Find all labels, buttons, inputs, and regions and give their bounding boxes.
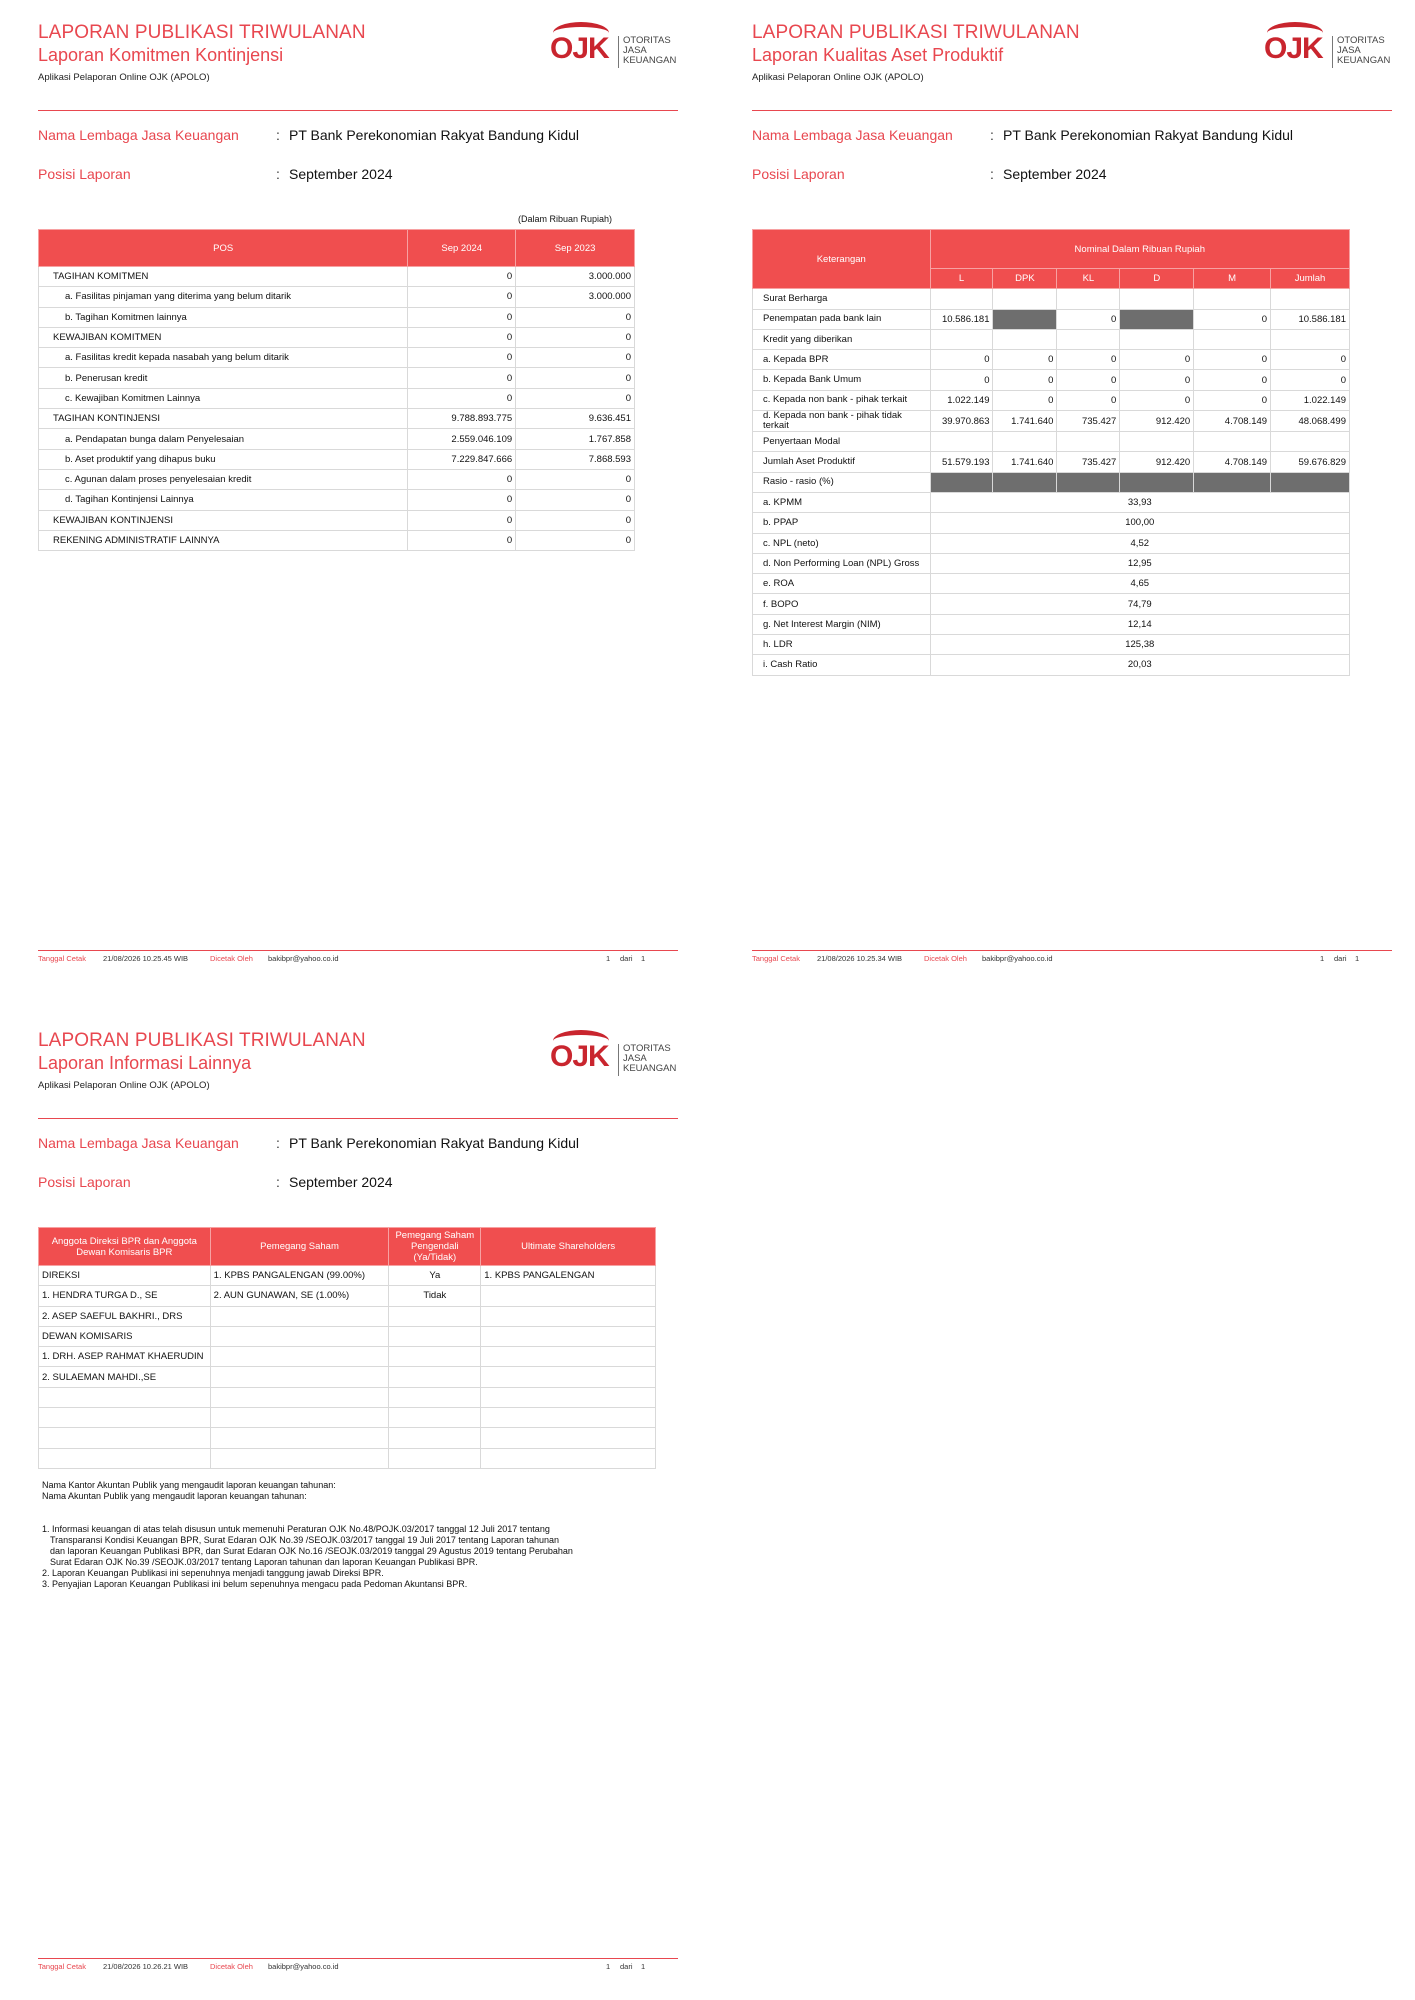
row-label: Jumlah Aset Produktif xyxy=(753,452,931,472)
page-footer: Tanggal Cetak 21/08/2026 10.25.34 WIB Dicetak Oleh bakibpr@yahoo.co.id 1 dari 1 xyxy=(752,950,1392,964)
table-row xyxy=(753,390,1350,410)
shaded-cell xyxy=(993,309,1057,329)
ultimate-cell xyxy=(481,1286,656,1306)
value-cell: 0 xyxy=(1194,350,1271,370)
pemegang-saham-cell xyxy=(210,1387,389,1407)
ojk-logo: OJK OTORITAS JASA KEUANGAN xyxy=(550,1030,678,1080)
pengendali-cell xyxy=(389,1306,481,1326)
row-label: d. Kepada non bank - pihak tidak terkait xyxy=(753,411,931,432)
value-cell: 0 xyxy=(993,390,1057,410)
row-label: Rasio - rasio (%) xyxy=(753,472,931,492)
ratio-value: 4,65 xyxy=(930,574,1349,594)
pengendali-cell xyxy=(389,1428,481,1448)
value-sep2023: 0 xyxy=(516,490,635,510)
value-cell xyxy=(1120,329,1194,349)
row-label: a. Pendapatan bunga dalam Penyelesaian xyxy=(39,429,408,449)
report-title: LAPORAN PUBLIKASI TRIWULANAN xyxy=(752,22,1080,43)
value-sep2024: 0 xyxy=(408,368,516,388)
value-cell: 0 xyxy=(1271,350,1350,370)
table-row xyxy=(39,449,635,469)
anggota-cell: DIREKSI xyxy=(39,1266,211,1286)
ratio-value: 33,93 xyxy=(930,492,1349,512)
value-cell xyxy=(1120,432,1194,452)
value-sep2024: 9.788.893.775 xyxy=(408,409,516,429)
row-label: Penyertaan Modal xyxy=(753,432,931,452)
table-row xyxy=(39,1347,656,1367)
row-label: b. Aset produktif yang dihapus buku xyxy=(39,449,408,469)
value-cell: 4.708.149 xyxy=(1194,452,1271,472)
value-sep2023: 0 xyxy=(516,530,635,550)
value-cell: 0 xyxy=(1057,370,1120,390)
ratio-value: 4,52 xyxy=(930,533,1349,553)
value-sep2023: 0 xyxy=(516,510,635,530)
value-cell: 51.579.193 xyxy=(930,452,993,472)
row-label: b. Penerusan kredit xyxy=(39,368,408,388)
ultimate-cell xyxy=(481,1448,656,1468)
ultimate-cell xyxy=(481,1326,656,1346)
anggota-cell: 2. ASEP SAEFUL BAKHRI., DRS xyxy=(39,1306,211,1326)
value-cell: 0 xyxy=(1120,350,1194,370)
ratio-label: a. KPMM xyxy=(753,492,931,512)
report-page-informasi-lainnya: LAPORAN PUBLIKASI TRIWULANAN Laporan Informasi Lainnya Aplikasi Pelaporan Online OJK (APOLO) OJK OTORITAS JASA KEUANGAN Nama Lembaga Jasa Keuangan : PT Bank Perekonomian Rakyat Bandung Kidul Posisi Laporan : September 2024 Anggota Direksi BPR dan Anggota Dewan Komisaris BPR Pemegang Saham Pemegang Saham Pengendali (Ya/Tidak) Ultimate Shareholders DIREKSI 1. KPBS PANGALENGAN (99.00%) Ya 1. KPBS PANGALENGAN 1. HENDRA TURGA D., SE 2. AUN GUNAWAN, SE (1.00%) Tidak 2. ASEP SAEFUL BAKHRI., DRS DEWAN KOMISARIS 1. DRH. ASEP RAHMAT KHAERUDIN 2. SULAEMAN MAHDI.,SE Nama Kantor Akuntan Publik yang mengaudit laporan keuangan tahunan: Nama Akuntan Publik yang mengaudit laporan keuangan tahunan: 1. Informasi keuangan di atas telah disusun untuk memenuhi Peraturan OJK No.48/POJK.03/2017 tanggal 12 Juli 2017 tentang Transparansi Kondisi Keuangan BPR, Surat Edaran OJK No.39 /SEOJK.03/2017 tanggal 19 Juli 2017 tentang Laporan tahunan dan laporan Keuangan Publikasi BPR, dan Surat Edaran OJK No.16 /SEOJK.03/2019 tanggal 29 Agustus 2019 tentang Perubahan Surat Edaran OJK No.39 /SEOJK.03/2017 tentang Laporan tahunan dan laporan Keuangan Publikasi BPR. 2. Laporan Keuangan Publikasi ini sepenuhnya menjadi tanggung jawab Direksi BPR. 3. Penyajian Laporan Keuangan Publikasi ini belum sepenuhnya mengacu pada Pedoman Akuntansi BPR. Tanggal Cetak 21/08/2026 10.26.21 WIB Dicetak Oleh bakibpr@yahoo.co.id 1 dari 1 xyxy=(38,1030,677,1971)
header-divider xyxy=(38,110,678,111)
value-cell: 0 xyxy=(930,370,993,390)
value-cell: 1.022.149 xyxy=(1271,390,1350,410)
value-sep2023: 7.868.593 xyxy=(516,449,635,469)
value-sep2023: 0 xyxy=(516,388,635,408)
anggota-cell xyxy=(39,1408,211,1428)
shaded-cell xyxy=(993,472,1057,492)
footnotes: 1. Informasi keuangan di atas telah disusun untuk memenuhi Peraturan OJK No.48/POJK.03/2017 tanggal 12 Juli 2017 tentang Transparansi Kondisi Keuangan BPR, Surat Edaran OJK No.39 /SEOJK.03/2017 tanggal 19 Juli 2017 tentang Laporan tahunan dan laporan Keuangan Publikasi BPR, dan Surat Edaran OJK No.16 /SEOJK.03/2019 tanggal 29 Agustus 2019 tentang Perubahan Surat Edaran OJK No.39 /SEOJK.03/2017 tentang Laporan tahunan dan laporan Keuangan Publikasi BPR. 2. Laporan Keuangan Publikasi ini sepenuhnya menjadi tanggung jawab Direksi BPR. 3. Penyajian Laporan Keuangan Publikasi ini belum sepenuhnya mengacu pada Pedoman Akuntansi BPR. xyxy=(42,1524,573,1589)
value-sep2023: 3.000.000 xyxy=(516,287,635,307)
value-sep2024: 0 xyxy=(408,469,516,489)
value-cell: 912.420 xyxy=(1120,452,1194,472)
value-sep2023: 3.000.000 xyxy=(516,267,635,287)
value-cell: 0 xyxy=(1194,309,1271,329)
ratio-row xyxy=(753,574,1350,594)
anggota-cell xyxy=(39,1428,211,1448)
value-cell: 1.741.640 xyxy=(993,452,1057,472)
value-sep2024: 0 xyxy=(408,287,516,307)
value-cell: 1.741.640 xyxy=(993,411,1057,432)
table-row xyxy=(753,432,1350,452)
row-label: TAGIHAN KONTINJENSI xyxy=(39,409,408,429)
report-title: LAPORAN PUBLIKASI TRIWULANAN xyxy=(38,1030,366,1051)
table-row xyxy=(39,1448,656,1468)
ultimate-cell xyxy=(481,1428,656,1448)
table-row xyxy=(753,370,1350,390)
report-subtitle: Laporan Komitmen Kontinjensi xyxy=(38,45,284,65)
page-footer: Tanggal Cetak 21/08/2026 10.25.45 WIB Dicetak Oleh bakibpr@yahoo.co.id 1 dari 1 xyxy=(38,950,678,964)
shaded-cell xyxy=(1120,472,1194,492)
app-name: Aplikasi Pelaporan Online OJK (APOLO) xyxy=(752,72,924,83)
row-label: KEWAJIBAN KONTINJENSI xyxy=(39,510,408,530)
shaded-cell xyxy=(1271,472,1350,492)
anggota-cell xyxy=(39,1448,211,1468)
ratio-row xyxy=(753,594,1350,614)
ultimate-cell xyxy=(481,1367,656,1387)
value-cell xyxy=(930,329,993,349)
row-label: c. Kewajiban Komitmen Lainnya xyxy=(39,388,408,408)
table-row xyxy=(39,327,635,347)
value-sep2023: 1.767.858 xyxy=(516,429,635,449)
value-sep2023: 0 xyxy=(516,348,635,368)
value-cell xyxy=(1057,329,1120,349)
table-row xyxy=(39,1408,656,1428)
report-page-komitmen: LAPORAN PUBLIKASI TRIWULANAN Laporan Komitmen Kontinjensi Aplikasi Pelaporan Online OJK (APOLO) OJK OTORITAS JASA KEUANGAN Nama Lembaga Jasa Keuangan : PT Bank Perekonomian Rakyat Bandung Kidul Posisi Laporan : September 2024 (Dalam Ribuan Rupiah) POS Sep 2024 Sep 2023 TAGIHAN KOMITMEN 0 3.000.000 a. Fasilitas pinjaman yang diterima yang belum ditarik 0 3.000.000 b. Tagihan Komitmen lainnya 0 0 KEWAJIBAN KOMITMEN 0 0 a. Fasilitas kredit kepada nasabah yang belum ditarik 0 0 b. Penerusan kredit 0 0 c. Kewajiban Komitmen Lainnya 0 0 TAGIHAN KONTINJENSI 9.788.893.775 9.636.451 a. Pendapatan bunga dalam Penyelesaian 2.559.046.109 1.767.858 b. Aset produktif yang dihapus buku 7.229.847.666 7.868.593 c. Agunan dalam proses penyelesaian kredit 0 0 d. Tagihan Kontinjensi Lainnya 0 0 KEWAJIBAN KONTINJENSI 0 0 REKENING ADMINISTRATIF LAINNYA 0 0 Tanggal Cetak 21/08/2026 10.25.45 WIB Dicetak Oleh bakibpr@yahoo.co.id 1 dari 1 xyxy=(38,22,677,963)
value-cell: 0 xyxy=(1120,370,1194,390)
pengendali-cell: Ya xyxy=(389,1266,481,1286)
ratio-label: c. NPL (neto) xyxy=(753,533,931,553)
pengendali-cell xyxy=(389,1448,481,1468)
col-header-pemegang-saham: Pemegang Saham xyxy=(210,1228,389,1266)
table-row xyxy=(39,1428,656,1448)
ratio-label: b. PPAP xyxy=(753,513,931,533)
pemegang-saham-cell xyxy=(210,1428,389,1448)
table-row xyxy=(39,530,635,550)
pemegang-saham-cell xyxy=(210,1408,389,1428)
ratio-row xyxy=(753,614,1350,634)
report-page-kualitas-aset: LAPORAN PUBLIKASI TRIWULANAN Laporan Kualitas Aset Produktif Aplikasi Pelaporan Online OJK (APOLO) OJK OTORITAS JASA KEUANGAN Nama Lembaga Jasa Keuangan : PT Bank Perekonomian Rakyat Bandung Kidul Posisi Laporan : September 2024 Keterangan Nominal Dalam Ribuan Rupiah L DPK KL D M Jumlah Surat Berharga Penempatan pada bank lain 10.586.181 0 0 10.586.181 Kredit yang diberikan a. Kepada BPR 0 0 0 0 0 0 b. Kepada Bank Umum 0 0 0 0 0 0 c. Kepada non bank - pihak terkait 1.022.149 0 0 0 0 1.022.149 d. Kepada non bank - pihak tidak terkait 39.970.863 1.741.640 735.427 912.420 4.708.149 48.068.499 Penyertaan Modal Jumlah Aset Produktif 51.579.193 1.741.640 735.427 912.420 4.708.149 59.676.829 Rasio - rasio (%) a. KPMM 33,93 b. PPAP 100,00 c. NPL (neto) 4,52 d. Non Performing Loan (NPL) Gross 12,95 e. ROA 4,65 f. BOPO 74,79 g. Net Interest Margin (NIM) 12,14 h. LDR 125,38 i. Cash Ratio 20,03 Tanggal Cetak 21/08/2026 10.25.34 WIB Dicetak Oleh bakibpr@yahoo.co.id 1 dari 1 xyxy=(752,22,1391,963)
ultimate-cell xyxy=(481,1347,656,1367)
value-cell xyxy=(1057,432,1120,452)
value-sep2024: 0 xyxy=(408,388,516,408)
ultimate-cell xyxy=(481,1387,656,1407)
row-label: b. Kepada Bank Umum xyxy=(753,370,931,390)
table-row xyxy=(753,472,1350,492)
table-row xyxy=(39,409,635,429)
pengendali-cell xyxy=(389,1408,481,1428)
pengendali-cell xyxy=(389,1347,481,1367)
value-cell xyxy=(1120,289,1194,309)
shaded-cell xyxy=(930,472,993,492)
pemegang-saham-table xyxy=(38,1227,656,1469)
report-title: LAPORAN PUBLIKASI TRIWULANAN xyxy=(38,22,366,43)
row-label: Kredit yang diberikan xyxy=(753,329,931,349)
table-row xyxy=(39,490,635,510)
col-header-pos: POS xyxy=(39,230,408,267)
row-label: a. Fasilitas pinjaman yang diterima yang belum ditarik xyxy=(39,287,408,307)
table-row xyxy=(753,452,1350,472)
table-row xyxy=(753,309,1350,329)
value-sep2023: 0 xyxy=(516,368,635,388)
value-cell xyxy=(930,432,993,452)
ratio-row xyxy=(753,513,1350,533)
ratio-label: i. Cash Ratio xyxy=(753,655,931,675)
ratio-row xyxy=(753,655,1350,675)
value-cell: 0 xyxy=(1271,370,1350,390)
app-name: Aplikasi Pelaporan Online OJK (APOLO) xyxy=(38,1080,210,1091)
value-cell: 735.427 xyxy=(1057,452,1120,472)
app-name: Aplikasi Pelaporan Online OJK (APOLO) xyxy=(38,72,210,83)
anggota-cell: 2. SULAEMAN MAHDI.,SE xyxy=(39,1367,211,1387)
table-row xyxy=(753,289,1350,309)
ojk-logo: OJK OTORITAS JASA KEUANGAN xyxy=(1264,22,1392,72)
table-row xyxy=(39,368,635,388)
row-label: a. Fasilitas kredit kepada nasabah yang belum ditarik xyxy=(39,348,408,368)
value-cell: 0 xyxy=(1057,390,1120,410)
pengendali-cell xyxy=(389,1367,481,1387)
value-cell xyxy=(1194,432,1271,452)
value-cell xyxy=(993,432,1057,452)
unit-note: (Dalam Ribuan Rupiah) xyxy=(518,214,613,224)
row-label: Penempatan pada bank lain xyxy=(753,309,931,329)
table-row xyxy=(39,1306,656,1326)
row-label: b. Tagihan Komitmen lainnya xyxy=(39,307,408,327)
pemegang-saham-cell xyxy=(210,1367,389,1387)
table-row xyxy=(39,388,635,408)
col-header-nominal: Nominal Dalam Ribuan Rupiah xyxy=(930,230,1349,269)
value-sep2024: 0 xyxy=(408,348,516,368)
value-cell: 48.068.499 xyxy=(1271,411,1350,432)
value-cell: 10.586.181 xyxy=(930,309,993,329)
row-label: c. Kepada non bank - pihak terkait xyxy=(753,390,931,410)
komitmen-table xyxy=(38,229,635,551)
pengendali-cell xyxy=(389,1326,481,1346)
report-subtitle: Laporan Kualitas Aset Produktif xyxy=(752,45,1004,65)
value-cell xyxy=(1057,289,1120,309)
value-sep2024: 0 xyxy=(408,307,516,327)
col-header-sep2024: Sep 2024 xyxy=(408,230,516,267)
row-label: d. Tagihan Kontinjensi Lainnya xyxy=(39,490,408,510)
value-sep2024: 0 xyxy=(408,327,516,347)
pengendali-cell xyxy=(389,1387,481,1407)
value-cell: 4.708.149 xyxy=(1194,411,1271,432)
ratio-value: 12,95 xyxy=(930,553,1349,573)
shaded-cell xyxy=(1194,472,1271,492)
row-label: TAGIHAN KOMITMEN xyxy=(39,267,408,287)
row-label: Surat Berharga xyxy=(753,289,931,309)
table-row xyxy=(39,1266,656,1286)
ratio-row xyxy=(753,533,1350,553)
value-cell: 0 xyxy=(993,350,1057,370)
value-sep2024: 0 xyxy=(408,530,516,550)
table-row xyxy=(39,1326,656,1346)
shaded-cell xyxy=(1120,309,1194,329)
ratio-label: e. ROA xyxy=(753,574,931,594)
auditor-info: Nama Kantor Akuntan Publik yang mengaudit laporan keuangan tahunan: Nama Akuntan Publik yang mengaudit laporan keuangan tahunan: xyxy=(42,1480,336,1501)
table-row xyxy=(39,1367,656,1387)
value-cell: 0 xyxy=(1057,350,1120,370)
anggota-cell: DEWAN KOMISARIS xyxy=(39,1326,211,1346)
row-label: a. Kepada BPR xyxy=(753,350,931,370)
value-sep2023: 0 xyxy=(516,327,635,347)
ratio-label: d. Non Performing Loan (NPL) Gross xyxy=(753,553,931,573)
value-cell: 0 xyxy=(1194,390,1271,410)
value-cell: 912.420 xyxy=(1120,411,1194,432)
pemegang-saham-cell xyxy=(210,1306,389,1326)
value-sep2024: 0 xyxy=(408,267,516,287)
col-header-sep2023: Sep 2023 xyxy=(516,230,635,267)
table-row xyxy=(39,429,635,449)
ultimate-cell: 1. KPBS PANGALENGAN xyxy=(481,1266,656,1286)
table-row xyxy=(39,287,635,307)
ratio-value: 12,14 xyxy=(930,614,1349,634)
ultimate-cell xyxy=(481,1408,656,1428)
pengendali-cell: Tidak xyxy=(389,1286,481,1306)
ratio-label: g. Net Interest Margin (NIM) xyxy=(753,614,931,634)
value-cell: 0 xyxy=(1194,370,1271,390)
value-cell: 735.427 xyxy=(1057,411,1120,432)
value-cell xyxy=(993,289,1057,309)
value-cell: 39.970.863 xyxy=(930,411,993,432)
table-row xyxy=(753,411,1350,432)
table-row xyxy=(753,350,1350,370)
value-sep2024: 7.229.847.666 xyxy=(408,449,516,469)
pemegang-saham-cell xyxy=(210,1347,389,1367)
value-cell: 0 xyxy=(993,370,1057,390)
header-divider xyxy=(38,1118,678,1119)
col-header-pengendali: Pemegang Saham Pengendali (Ya/Tidak) xyxy=(389,1228,481,1266)
col-header-ultimate: Ultimate Shareholders xyxy=(481,1228,656,1266)
ratio-row xyxy=(753,492,1350,512)
pemegang-saham-cell xyxy=(210,1448,389,1468)
anggota-cell xyxy=(39,1387,211,1407)
value-cell xyxy=(1194,329,1271,349)
anggota-cell: 1. DRH. ASEP RAHMAT KHAERUDIN xyxy=(39,1347,211,1367)
table-row xyxy=(39,267,635,287)
ratio-value: 74,79 xyxy=(930,594,1349,614)
table-row xyxy=(39,1286,656,1306)
value-cell xyxy=(1271,289,1350,309)
ratio-value: 20,03 xyxy=(930,655,1349,675)
anggota-cell: 1. HENDRA TURGA D., SE xyxy=(39,1286,211,1306)
value-cell xyxy=(993,329,1057,349)
pemegang-saham-cell xyxy=(210,1326,389,1346)
table-row xyxy=(39,510,635,530)
report-subtitle: Laporan Informasi Lainnya xyxy=(38,1053,252,1073)
ratio-row xyxy=(753,553,1350,573)
shaded-cell xyxy=(1057,472,1120,492)
header-divider xyxy=(752,110,1392,111)
ratio-label: h. LDR xyxy=(753,635,931,655)
ratio-label: f. BOPO xyxy=(753,594,931,614)
value-sep2023: 9.636.451 xyxy=(516,409,635,429)
table-row xyxy=(39,469,635,489)
ratio-value: 125,38 xyxy=(930,635,1349,655)
value-cell: 1.022.149 xyxy=(930,390,993,410)
table-row xyxy=(39,1387,656,1407)
row-label: REKENING ADMINISTRATIF LAINNYA xyxy=(39,530,408,550)
value-cell xyxy=(1271,329,1350,349)
ratio-row xyxy=(753,635,1350,655)
value-sep2023: 0 xyxy=(516,307,635,327)
table-row xyxy=(753,329,1350,349)
ratio-value: 100,00 xyxy=(930,513,1349,533)
value-sep2023: 0 xyxy=(516,469,635,489)
value-cell: 0 xyxy=(1120,390,1194,410)
table-row xyxy=(39,307,635,327)
row-label: c. Agunan dalam proses penyelesaian kredit xyxy=(39,469,408,489)
value-cell: 59.676.829 xyxy=(1271,452,1350,472)
ultimate-cell xyxy=(481,1306,656,1326)
value-sep2024: 0 xyxy=(408,490,516,510)
value-cell xyxy=(930,289,993,309)
value-cell: 0 xyxy=(1057,309,1120,329)
value-sep2024: 0 xyxy=(408,510,516,530)
pemegang-saham-cell: 2. AUN GUNAWAN, SE (1.00%) xyxy=(210,1286,389,1306)
ojk-logo: OJK OTORITAS JASA KEUANGAN xyxy=(550,22,678,72)
pemegang-saham-cell: 1. KPBS PANGALENGAN (99.00%) xyxy=(210,1266,389,1286)
value-cell: 10.586.181 xyxy=(1271,309,1350,329)
kualitas-aset-table: Keterangan Nominal Dalam Ribuan Rupiah L DPK KL D M Jumlah Surat Berharga Penempatan pada bank lain 10.586.181 0 0 10.586.181 Kredit yang diberikan a. Kepada BPR 0 0 0 0 0 0 b. Kepada Bank Umum 0 0 0 0 0 0 c. Kepada non bank - pihak terkait 1.022.149 0 0 0 0 1.022.149 d. Kepada non bank - pihak tidak terkait 39.970.863 1.741.640 735.427 912.420 4.708.149 48.068.499 Penyertaan Modal Jumlah Aset Produktif 51.579.193 1.741.640 735.427 912.420 4.708.149 59.676.829 Rasio - rasio (%) a. KPMM 33,93 b. PPAP 100,00 c. NPL (neto) 4,52 d. Non Performing Loan (NPL) Gross 12,95 e. ROA 4,65 f. BOPO 74,79 g. Net Interest Margin (NIM) 12,14 h. LDR 125,38 i. Cash Ratio 20,03 xyxy=(752,229,1350,676)
value-cell xyxy=(1194,289,1271,309)
value-sep2024: 2.559.046.109 xyxy=(408,429,516,449)
col-header-keterangan: Keterangan xyxy=(753,230,931,289)
page-footer: Tanggal Cetak 21/08/2026 10.26.21 WIB Dicetak Oleh bakibpr@yahoo.co.id 1 dari 1 xyxy=(38,1958,678,1972)
col-header-anggota: Anggota Direksi BPR dan Anggota Dewan Komisaris BPR xyxy=(39,1228,211,1266)
table-row xyxy=(39,348,635,368)
value-cell xyxy=(1271,432,1350,452)
value-cell: 0 xyxy=(930,350,993,370)
row-label: KEWAJIBAN KOMITMEN xyxy=(39,327,408,347)
